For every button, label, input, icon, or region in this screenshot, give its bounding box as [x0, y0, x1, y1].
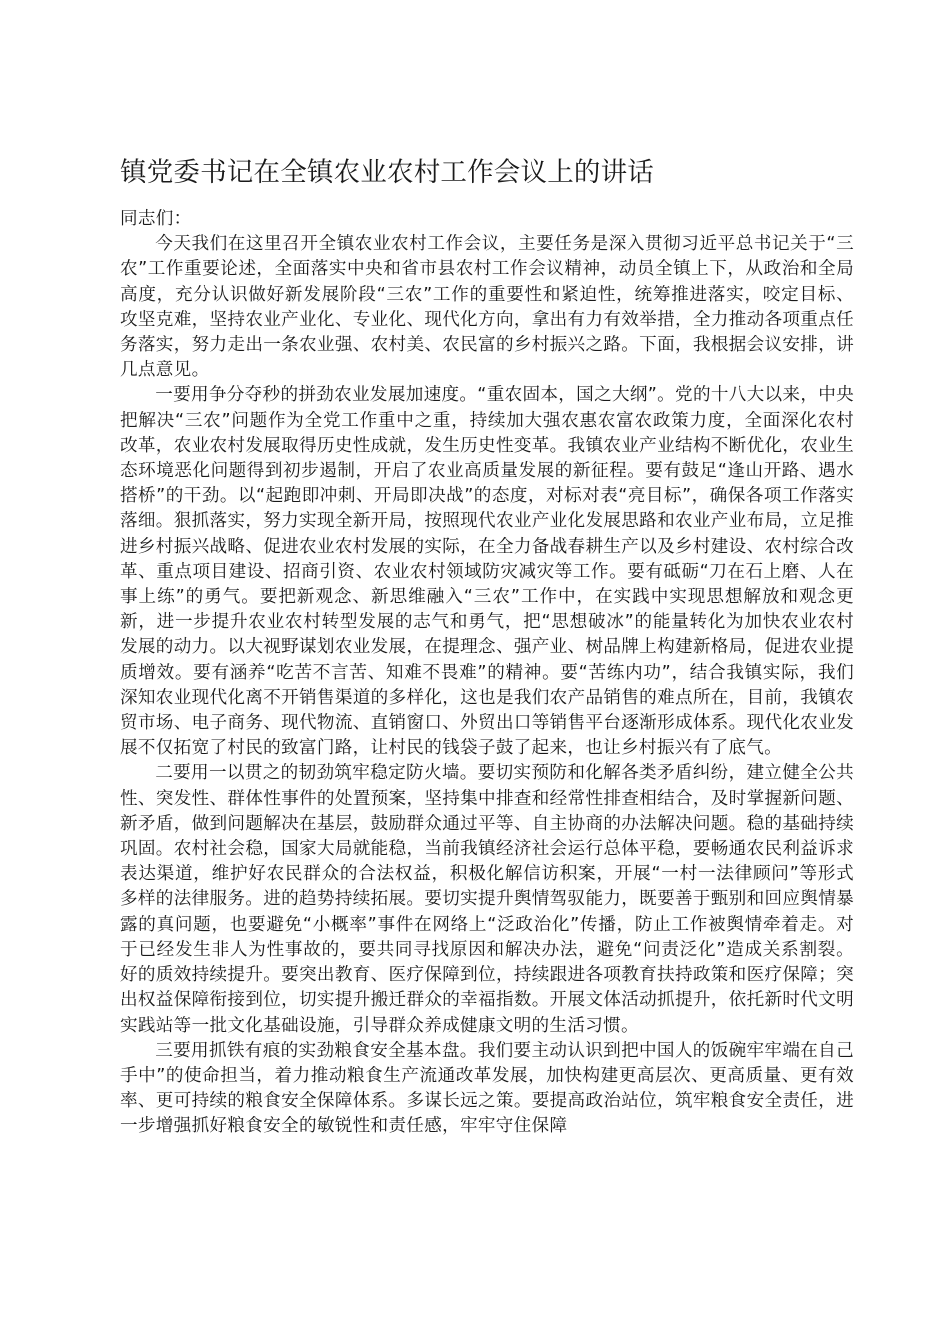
paragraph-point-one: 一要用争分夺秒的拼劲农业发展加速度。“重农固本，国之大纲”。党的十八大以来，中央把解决“三农”问题作为全党工作重中之重，持续加大强农惠农富农政策力度，全面深化农村改革，农业农村发展取得历史性成就，发生历史性变革。我镇农业产业结构不断优化，农业生态环境恶化问题得到初步遏制，开启了农业高质量发展的新征程。要有鼓足“逢山开路、遇水搭桥”的干劲。以“起跑即冲刺、开局即决战”的态度，对标对表“亮目标”，确保各项工作落实落细。狠抓落实，努力实现全新开局，按照现代农业产业化发展思路和农业产业布局，立足推进乡村振兴战略、促进农业农村发展的实际，在全力备战春耕生产以及乡村建设、农村综合改革、重点项目建设、招商引资、农业农村领域防灾减灾等工作。要有砥砺“刀在石上磨、人在事上练”的勇气。要把新观念、新思维融入“三农”工作中，在实践中实现思想解放和观念更新，进一步提升农业农村转型发展的志气和勇气，把“思想破冰”的能量转化为加快农业农村发展的动力。以大视野谋划农业发展，在提理念、强产业、树品牌上构建新格局，促进农业提质增效。要有涵养“吃苦不言苦、知难不畏难”的精神。要“苦练内功”，结合我镇实际，我们深知农业现代化离不开销售渠道的多样化，这也是我们农产品销售的难点所在，目前，我镇农贸市场、电子商务、现代物流、直销窗口、外贸出口等销售平台逐渐形成体系。现代化农业发展不仅拓宽了村民的致富门路，让村民的钱袋子鼓了起来，也让乡村振兴有了底气。 [120, 385, 854, 759]
document-title: 镇党委书记在全镇农业农村工作会议上的讲话 [120, 157, 654, 188]
paragraph-intro: 今天我们在这里召开全镇农业农村工作会议，主要任务是深入贯彻习近平总书记关于“三农”工作重要论述，全面落实中央和省市县农村工作会议精神，动员全镇上下，从政治和全局高度，充分认识做好新发展阶段“三农”工作的重要性和紧迫性，统筹推进落实，咬定目标、攻坚克难，坚持农业产业化、专业化、现代化方向，拿出有力有效举措，全力推动各项重点任务落实，努力走出一条农业强、农村美、农民富的乡村振兴之路。下面，我根据会议安排，讲几点意见。 [120, 234, 854, 381]
paragraph-point-three: 三要用抓铁有痕的实劲粮食安全基本盘。我们要主动认识到把中国人的饭碗牢牢端在自己手中”的使命担当，着力推动粮食生产流通改革发展，加快构建更高层次、更高质量、更有效率、更可持续的粮食安全保障体系。多谋长远之策。要提高政治站位，筑牢粮食安全责任，进一步增强抓好粮食安全的敏锐性和责任感，牢牢守住保障 [120, 1040, 854, 1137]
paragraph-point-two: 二要用一以贯之的韧劲筑牢稳定防火墙。要切实预防和化解各类矛盾纠纷，建立健全公共性、突发性、群体性事件的处置预案，坚持集中排查和经常性排查相结合，及时掌握新问题、新矛盾，做到问题解决在基层，鼓励群众通过平等、自主协商的办法解决问题。稳的基础持续巩固。农村社会稳，国家大局就能稳，当前我镇经济社会运行总体平稳，要畅通农民利益诉求表达渠道，维护好农民群众的合法权益，积极化解信访积案，开展“一村一法律顾问”等形式多样的法律服务。进的趋势持续拓展。要切实提升舆情驾驭能力，既要善于甄别和回应舆情暴露的真问题，也要避免“小概率”事件在网络上“泛政治化”传播，防止工作被舆情牵着走。对于已经发生非人为性事故的，要共同寻找原因和解决办法，避免“问责泛化”造成关系割裂。好的质效持续提升。要突出教育、医疗保障到位，持续跟进各项教育扶持政策和医疗保障；突出权益保障衔接到位，切实提升搬迁群众的幸福指数。开展文体活动抓提升，依托新时代文明实践站等一批文化基础设施，引导群众养成健康文明的生活习惯。 [120, 763, 854, 1036]
document-body [120, 207, 854, 1140]
salutation: 同志们： [120, 209, 192, 229]
